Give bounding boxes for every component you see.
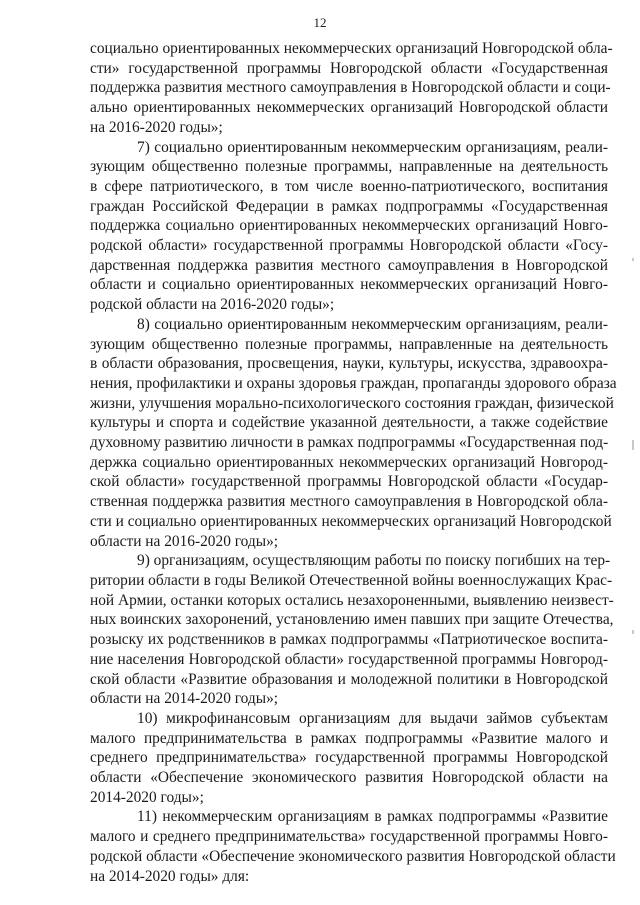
scan-mark (632, 440, 634, 450)
text-line: 7) социально ориентированным некоммерческим организациям, реали- (137, 138, 608, 156)
text-line: ние населения Новгородской области» государственной программы Новгород- (90, 650, 608, 668)
paragraph-item-8 (90, 315, 617, 551)
text-line: малого и среднего предпринимательства» государственной программы Новго- (90, 828, 608, 846)
text-line: 2014-2020 годы»; (90, 788, 204, 806)
text-line: сти и социально ориентированных некоммерческих организаций Новгородской (90, 512, 612, 530)
paragraph-item-10 (90, 709, 608, 808)
paragraph-item-7 (90, 138, 608, 315)
text-line: зующим общественно полезные программы, направленные на деятельность (90, 158, 608, 176)
text-line: ной Армии, останки которых остались незахороненными, выявлению неизвест- (90, 591, 614, 609)
text-line: держка социально ориентированных некоммерческих организаций Новгород- (90, 453, 608, 471)
text-line: среднего предпринимательства» государственной программы Новгородской (90, 749, 608, 767)
text-line: 11) некоммерческим организациям в рамках подпрограммы «Развитие (137, 808, 608, 826)
text-line: ных воинских захоронений, установлению имен павших при защите Отечества, (90, 611, 614, 629)
text-line: жизни, улучшения морально-психологического состояния граждан, физической (90, 394, 614, 412)
text-line: области и социально ориентированных некоммерческих организаций Новго- (90, 276, 608, 294)
text-line: сти» государственной программы Новгородской области «Государственная (90, 59, 608, 77)
scan-mark (632, 258, 634, 261)
text-line: ритории области в годы Великой Отечественной войны военнослужащих Крас- (90, 571, 613, 589)
text-line: области «Обеспечение экономического развития Новгородской области на (90, 769, 608, 787)
text-line: зующим общественно полезные программы, направленные на деятельность (90, 335, 608, 353)
text-line: в сфере патриотического, в том числе военно-патриотического, воспитания (90, 177, 608, 195)
text-line: 9) организациям, осуществляющим работы по поиску погибших на тер- (137, 552, 611, 570)
text-line: 8) социально ориентированным некоммерческим организациям, реали- (137, 315, 608, 333)
text-line: ально ориентированных некоммерческих организаций Новгородской области (90, 99, 608, 117)
text-line: малого предпринимательства в рамках подпрограммы «Развитие малого и (90, 729, 608, 747)
text-line: культуры и спорта и содействие указанной деятельности, а также содействие (90, 414, 608, 432)
text-line: нения, профилактики и охраны здоровья граждан, пропаганды здорового образа (90, 374, 617, 392)
text-line: области на 2016-2020 годы»; (90, 532, 279, 550)
text-line: розыску их родственников в рамках подпрограммы «Патриотическое воспита- (90, 631, 608, 649)
text-line: социально ориентированных некоммерческих организаций Новгородской обла- (90, 40, 613, 57)
text-line: области на 2014-2020 годы»; (90, 690, 279, 708)
paragraph-item-9 (90, 551, 614, 709)
scan-mark (632, 630, 634, 634)
text-line: поддержка развития местного самоуправления в Новгородской области и соци- (90, 79, 611, 97)
text-line: 10) микрофинансовым организациям для выдачи займов субъектам (137, 709, 608, 727)
text-line: ской области «Развитие образования и молодежной политики в Новгородской (90, 670, 608, 688)
text-line: в области образования, просвещения, науки, культуры, искусства, здравоохра- (90, 355, 608, 373)
text-line: на 2016-2020 годы»; (90, 118, 223, 136)
document-body (90, 39, 617, 886)
text-line: ственная поддержка развития местного самоуправления в Новгородской обла- (90, 493, 608, 511)
text-line: родской области на 2016-2020 годы»; (90, 296, 335, 314)
paragraph-item-11 (90, 807, 616, 886)
text-line: на 2014-2020 годы» для: (90, 867, 250, 885)
text-line: граждан Российской Федерации в рамках подпрограммы «Государственная (90, 197, 608, 215)
text-line: поддержка социально ориентированных некоммерческих организаций Новго- (90, 217, 608, 235)
page-number: 12 (313, 15, 327, 30)
paragraph-continuation (90, 39, 613, 138)
text-line: дарственная поддержка развития местного самоуправления в Новгородской (90, 256, 608, 274)
text-line: родской области» государственной программы Новгородской области «Госу- (90, 237, 608, 255)
text-line: духовному развитию личности в рамках подпрограммы «Государственная под- (90, 434, 609, 452)
text-line: родской области «Обеспечение экономического развития Новгородской области (90, 847, 616, 865)
text-line: ской области» государственной программы Новгородской области «Государ- (90, 473, 608, 491)
